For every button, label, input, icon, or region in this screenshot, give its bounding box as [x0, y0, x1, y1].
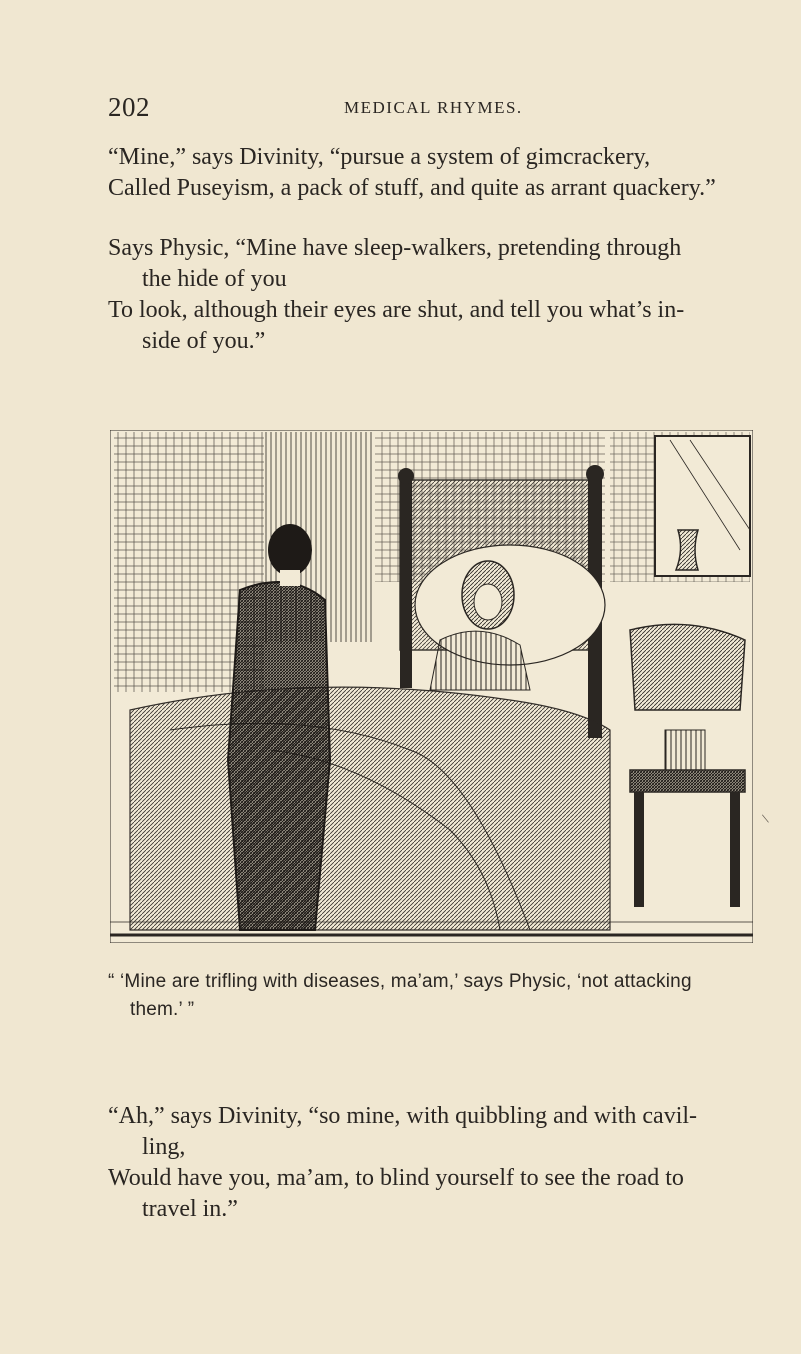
- verse-line: Called Puseyism, a pack of stuff, and quite as arrant quackery.”: [108, 175, 716, 201]
- verse-line: Would have you, ma’am, to blind yourself to see the road to: [108, 1165, 684, 1191]
- verse-line: To look, although their eyes are shut, and tell you what’s in-: [108, 297, 685, 323]
- stanza-1: [108, 142, 778, 204]
- caption-line: “ ‘Mine are trifling with diseases, ma’am,’ says Physic, ‘not attacking: [108, 971, 692, 992]
- running-head: MEDICAL RHYMES.: [344, 98, 523, 117]
- page-number: 202: [108, 92, 150, 122]
- verse-line-continuation: side of you.”: [142, 328, 266, 354]
- verse-line: “Ah,” says Divinity, “so mine, with quibbling and with cavil-: [108, 1103, 698, 1129]
- stanza-3: [108, 1101, 778, 1225]
- verse-line-continuation: travel in.”: [142, 1196, 238, 1222]
- verse-line-continuation: ling,: [142, 1134, 186, 1160]
- page-header: [108, 92, 768, 122]
- stanza-2: [108, 233, 778, 357]
- caption-line-continuation: them.’ ”: [130, 999, 195, 1020]
- verse-line: “Mine,” says Divinity, “pursue a system of gimcrackery,: [108, 144, 651, 170]
- engraving-bedside-scene-icon: [110, 430, 753, 943]
- illustration-caption: [108, 968, 768, 1024]
- margin-stray-mark: \: [761, 811, 771, 828]
- engraving-illustration: [110, 430, 753, 943]
- verse-line-continuation: the hide of you: [142, 266, 287, 292]
- verse-line: Says Physic, “Mine have sleep-walkers, pretending through: [108, 235, 682, 261]
